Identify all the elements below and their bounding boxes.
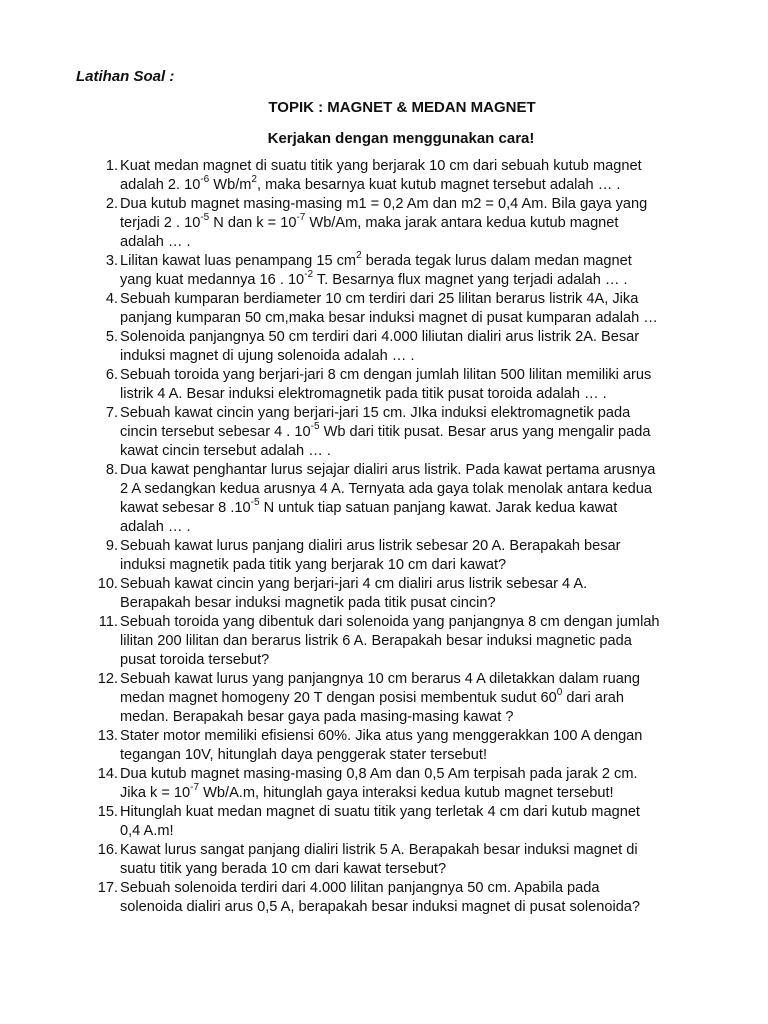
question-text-line xyxy=(120,309,708,328)
question-text: terjadi 2 . 10 xyxy=(120,215,201,231)
question-text-line xyxy=(120,214,708,233)
question-text: induksi magnet di ujung solenoida adalah … . xyxy=(120,348,415,364)
question-text: Kuat medan magnet di suatu titik yang berjarak 10 cm dari sebuah kutub magnet xyxy=(120,158,642,174)
question-text: Dua kutub magnet masing-masing 0,8 Am dan 0,5 Am terpisah pada jarak 2 cm. xyxy=(120,766,638,782)
question-text: Sebuah kumparan berdiameter 10 cm terdiri dari 25 lilitan berarus listrik 4A, Jika xyxy=(120,291,639,307)
question-text-line xyxy=(120,670,708,689)
question-text: tegangan 10V, hitunglah daya penggerak stater tersebut! xyxy=(120,747,488,763)
question-text-line xyxy=(120,328,708,347)
question-text: adalah … . xyxy=(120,234,191,250)
question-text: solenoida dialiri arus 0,5 A, berapakah besar induksi magnet di pusat solenoida? xyxy=(120,899,641,915)
question-number: 10. xyxy=(97,576,118,592)
question-text-line xyxy=(120,385,708,404)
question-number: 13. xyxy=(97,728,118,744)
question-text: N untuk tiap satuan panjang kawat. Jarak kedua kawat xyxy=(259,500,618,516)
question-text: suatu titik yang berada 10 cm dari kawat tersebut? xyxy=(120,861,447,877)
question-number: 16. xyxy=(97,842,118,858)
question-text-line xyxy=(120,898,708,917)
question-item xyxy=(76,841,708,879)
question-text-line xyxy=(120,594,708,613)
question-text-line xyxy=(120,765,708,784)
question-item xyxy=(76,537,708,575)
question-text-line xyxy=(120,404,708,423)
question-text: Jika k = 10 xyxy=(120,785,191,801)
question-text-line xyxy=(120,271,708,290)
question-number: 14. xyxy=(97,766,118,782)
question-number: 4. xyxy=(105,291,118,307)
question-text: Sebuah kawat cincin yang berjari-jari 4 cm dialiri arus listrik sebesar 4 A. xyxy=(120,576,588,592)
question-text-line xyxy=(120,518,708,537)
question-number: 11. xyxy=(98,614,118,630)
question-number: 9. xyxy=(105,538,118,554)
question-text-line xyxy=(120,556,708,575)
superscript-exponent: -5 xyxy=(310,421,320,433)
question-item xyxy=(76,195,708,252)
question-text: Dua kutub magnet masing-masing m1 = 0,2 Am dan m2 = 0,4 Am. Bila gaya yang xyxy=(120,196,648,212)
question-number: 7. xyxy=(105,405,118,421)
question-text: , maka besarnya kuat kutub magnet tersebut adalah … . xyxy=(256,177,621,193)
question-text: Dua kawat penghantar lurus sejajar dialiri arus listrik. Pada kawat pertama arusnya xyxy=(120,462,656,478)
superscript-exponent: 0 xyxy=(556,687,563,699)
question-text-line xyxy=(120,176,708,195)
question-text: Lilitan kawat luas penampang 15 cm xyxy=(120,253,357,269)
question-text: kawat sebesar 8 .10 xyxy=(120,500,251,516)
question-text-line xyxy=(120,689,708,708)
question-text: cincin tersebut sebesar 4 . 10 xyxy=(120,424,311,440)
exercise-heading: Latihan Soal : xyxy=(76,68,175,85)
question-item xyxy=(76,328,708,366)
question-text: Wb dari titik pusat. Besar arus yang mengalir pada xyxy=(319,424,651,440)
question-text: medan magnet homogeny 20 T dengan posisi membentuk sudut 60 xyxy=(120,690,557,706)
question-text-line xyxy=(120,803,708,822)
question-text: adalah 2. 10 xyxy=(120,177,201,193)
question-text-line xyxy=(120,442,708,461)
question-text-line xyxy=(120,461,708,480)
question-item xyxy=(76,803,708,841)
question-text-line xyxy=(120,347,708,366)
question-text-line xyxy=(120,651,708,670)
question-text: yang kuat medannya 16 . 10 xyxy=(120,272,305,288)
question-text: kawat cincin tersebut adalah … . xyxy=(120,443,331,459)
question-text-line xyxy=(120,233,708,252)
superscript-exponent: -5 xyxy=(200,212,210,224)
question-item xyxy=(76,252,708,290)
question-item xyxy=(76,461,708,537)
question-item xyxy=(76,290,708,328)
question-text-line xyxy=(120,879,708,898)
question-item xyxy=(76,670,708,727)
question-text-line xyxy=(120,290,708,309)
question-text: Kawat lurus sangat panjang dialiri listrik 5 A. Berapakah besar induksi magnet di xyxy=(120,842,638,858)
question-text-line xyxy=(120,537,708,556)
topic-title: TOPIK : MAGNET & MEDAN MAGNET xyxy=(268,99,536,116)
question-text-line xyxy=(120,499,708,518)
question-text: Wb/m xyxy=(209,177,252,193)
question-item xyxy=(76,157,708,195)
question-text-line xyxy=(120,708,708,727)
question-text: panjang kumparan 50 cm,maka besar induksi magnet di pusat kumparan adalah … xyxy=(120,310,658,326)
question-text-line xyxy=(120,480,708,499)
question-text: Sebuah kawat lurus yang panjangnya 10 cm berarus 4 A diletakkan dalam ruang xyxy=(120,671,641,687)
question-text: Wb/A.m, hitunglah gaya interaksi kedua kutub magnet tersebut! xyxy=(199,785,614,801)
superscript-exponent: 2 xyxy=(356,250,362,262)
question-text-line xyxy=(120,252,708,271)
question-text: Wb/Am, maka jarak antara kedua kutub magnet xyxy=(305,215,619,231)
question-text: listrik 4 A. Besar induksi elektromagnetik pada titik pusat toroida adalah … . xyxy=(120,386,607,402)
question-text-line xyxy=(120,575,708,594)
question-text: adalah … . xyxy=(120,519,191,535)
question-text-line xyxy=(120,366,708,385)
question-text: T. Besarnya flux magnet yang terjadi adalah … . xyxy=(313,272,628,288)
question-text: Stater motor memiliki efisiensi 60%. Jika atus yang menggerakkan 100 A dengan xyxy=(120,728,643,744)
question-item xyxy=(76,366,708,404)
question-text: Sebuah kawat lurus panjang dialiri arus listrik sebesar 20 A. Berapakah besar xyxy=(120,538,621,554)
question-text-line xyxy=(120,746,708,765)
instruction-subtitle: Kerjakan dengan menggunakan cara! xyxy=(267,130,535,147)
question-text: pusat toroida tersebut? xyxy=(120,652,270,668)
question-text: 0,4 A.m! xyxy=(120,823,174,839)
question-text-line xyxy=(120,727,708,746)
question-item xyxy=(76,879,708,917)
question-text-line xyxy=(120,860,708,879)
question-text-line xyxy=(120,613,708,632)
question-number: 6. xyxy=(105,367,118,383)
question-item xyxy=(76,613,708,670)
question-text: Solenoida panjangnya 50 cm terdiri dari 4.000 liliutan dialiri arus listrik 2A. Besar xyxy=(120,329,640,345)
question-number: 8. xyxy=(105,462,118,478)
question-number: 12. xyxy=(97,671,118,687)
question-number: 2. xyxy=(105,196,118,212)
question-text: Hitunglah kuat medan magnet di suatu titik yang terletak 4 cm dari kutub magnet xyxy=(120,804,640,820)
question-text-line xyxy=(120,822,708,841)
superscript-exponent: -2 xyxy=(304,269,314,281)
superscript-exponent: -6 xyxy=(200,174,210,186)
question-number: 3. xyxy=(105,253,118,269)
question-text: 2 A sedangkan kedua arusnya 4 A. Ternyata ada gaya tolak menolak antara kedua xyxy=(120,481,652,497)
question-number: 15. xyxy=(97,804,118,820)
question-text: induksi magnetik pada titik yang berjarak 10 cm dari kawat? xyxy=(120,557,507,573)
question-text: Sebuah solenoida terdiri dari 4.000 lilitan panjangnya 50 cm. Apabila pada xyxy=(120,880,600,896)
question-text: dari arah xyxy=(562,690,624,706)
superscript-exponent: -7 xyxy=(190,782,200,794)
question-number: 1. xyxy=(105,158,118,174)
question-text: Sebuah kawat cincin yang berjari-jari 15 cm. JIka induksi elektromagnetik pada xyxy=(120,405,631,421)
question-list xyxy=(76,157,708,917)
question-text: Berapakah besar induksi magnetik pada titik pusat cincin? xyxy=(120,595,496,611)
question-number: 5. xyxy=(105,329,118,345)
question-text: medan. Berapakah besar gaya pada masing-masing kawat ? xyxy=(120,709,514,725)
question-text: Sebuah toroida yang berjari-jari 8 cm dengan jumlah lilitan 500 lilitan memiliki arus xyxy=(120,367,652,383)
superscript-exponent: -7 xyxy=(296,212,306,224)
question-text-line xyxy=(120,632,708,651)
question-item xyxy=(76,765,708,803)
superscript-exponent: 2 xyxy=(251,174,257,186)
question-text: Sebuah toroida yang dibentuk dari solenoida yang panjangnya 8 cm dengan jumlah xyxy=(120,614,660,630)
question-number: 17. xyxy=(97,880,118,896)
question-item xyxy=(76,575,708,613)
question-item xyxy=(76,404,708,461)
question-text: N dan k = 10 xyxy=(209,215,297,231)
question-text: lilitan 200 lilitan dan berarus listrik 6 A. Berapakah besar induksi magnetic pada xyxy=(120,633,632,649)
question-text-line xyxy=(120,784,708,803)
question-item xyxy=(76,727,708,765)
question-text: berada tegak lurus dalam medan magnet xyxy=(361,253,632,269)
question-text-line xyxy=(120,423,708,442)
superscript-exponent: -5 xyxy=(250,497,260,509)
question-text-line xyxy=(120,841,708,860)
